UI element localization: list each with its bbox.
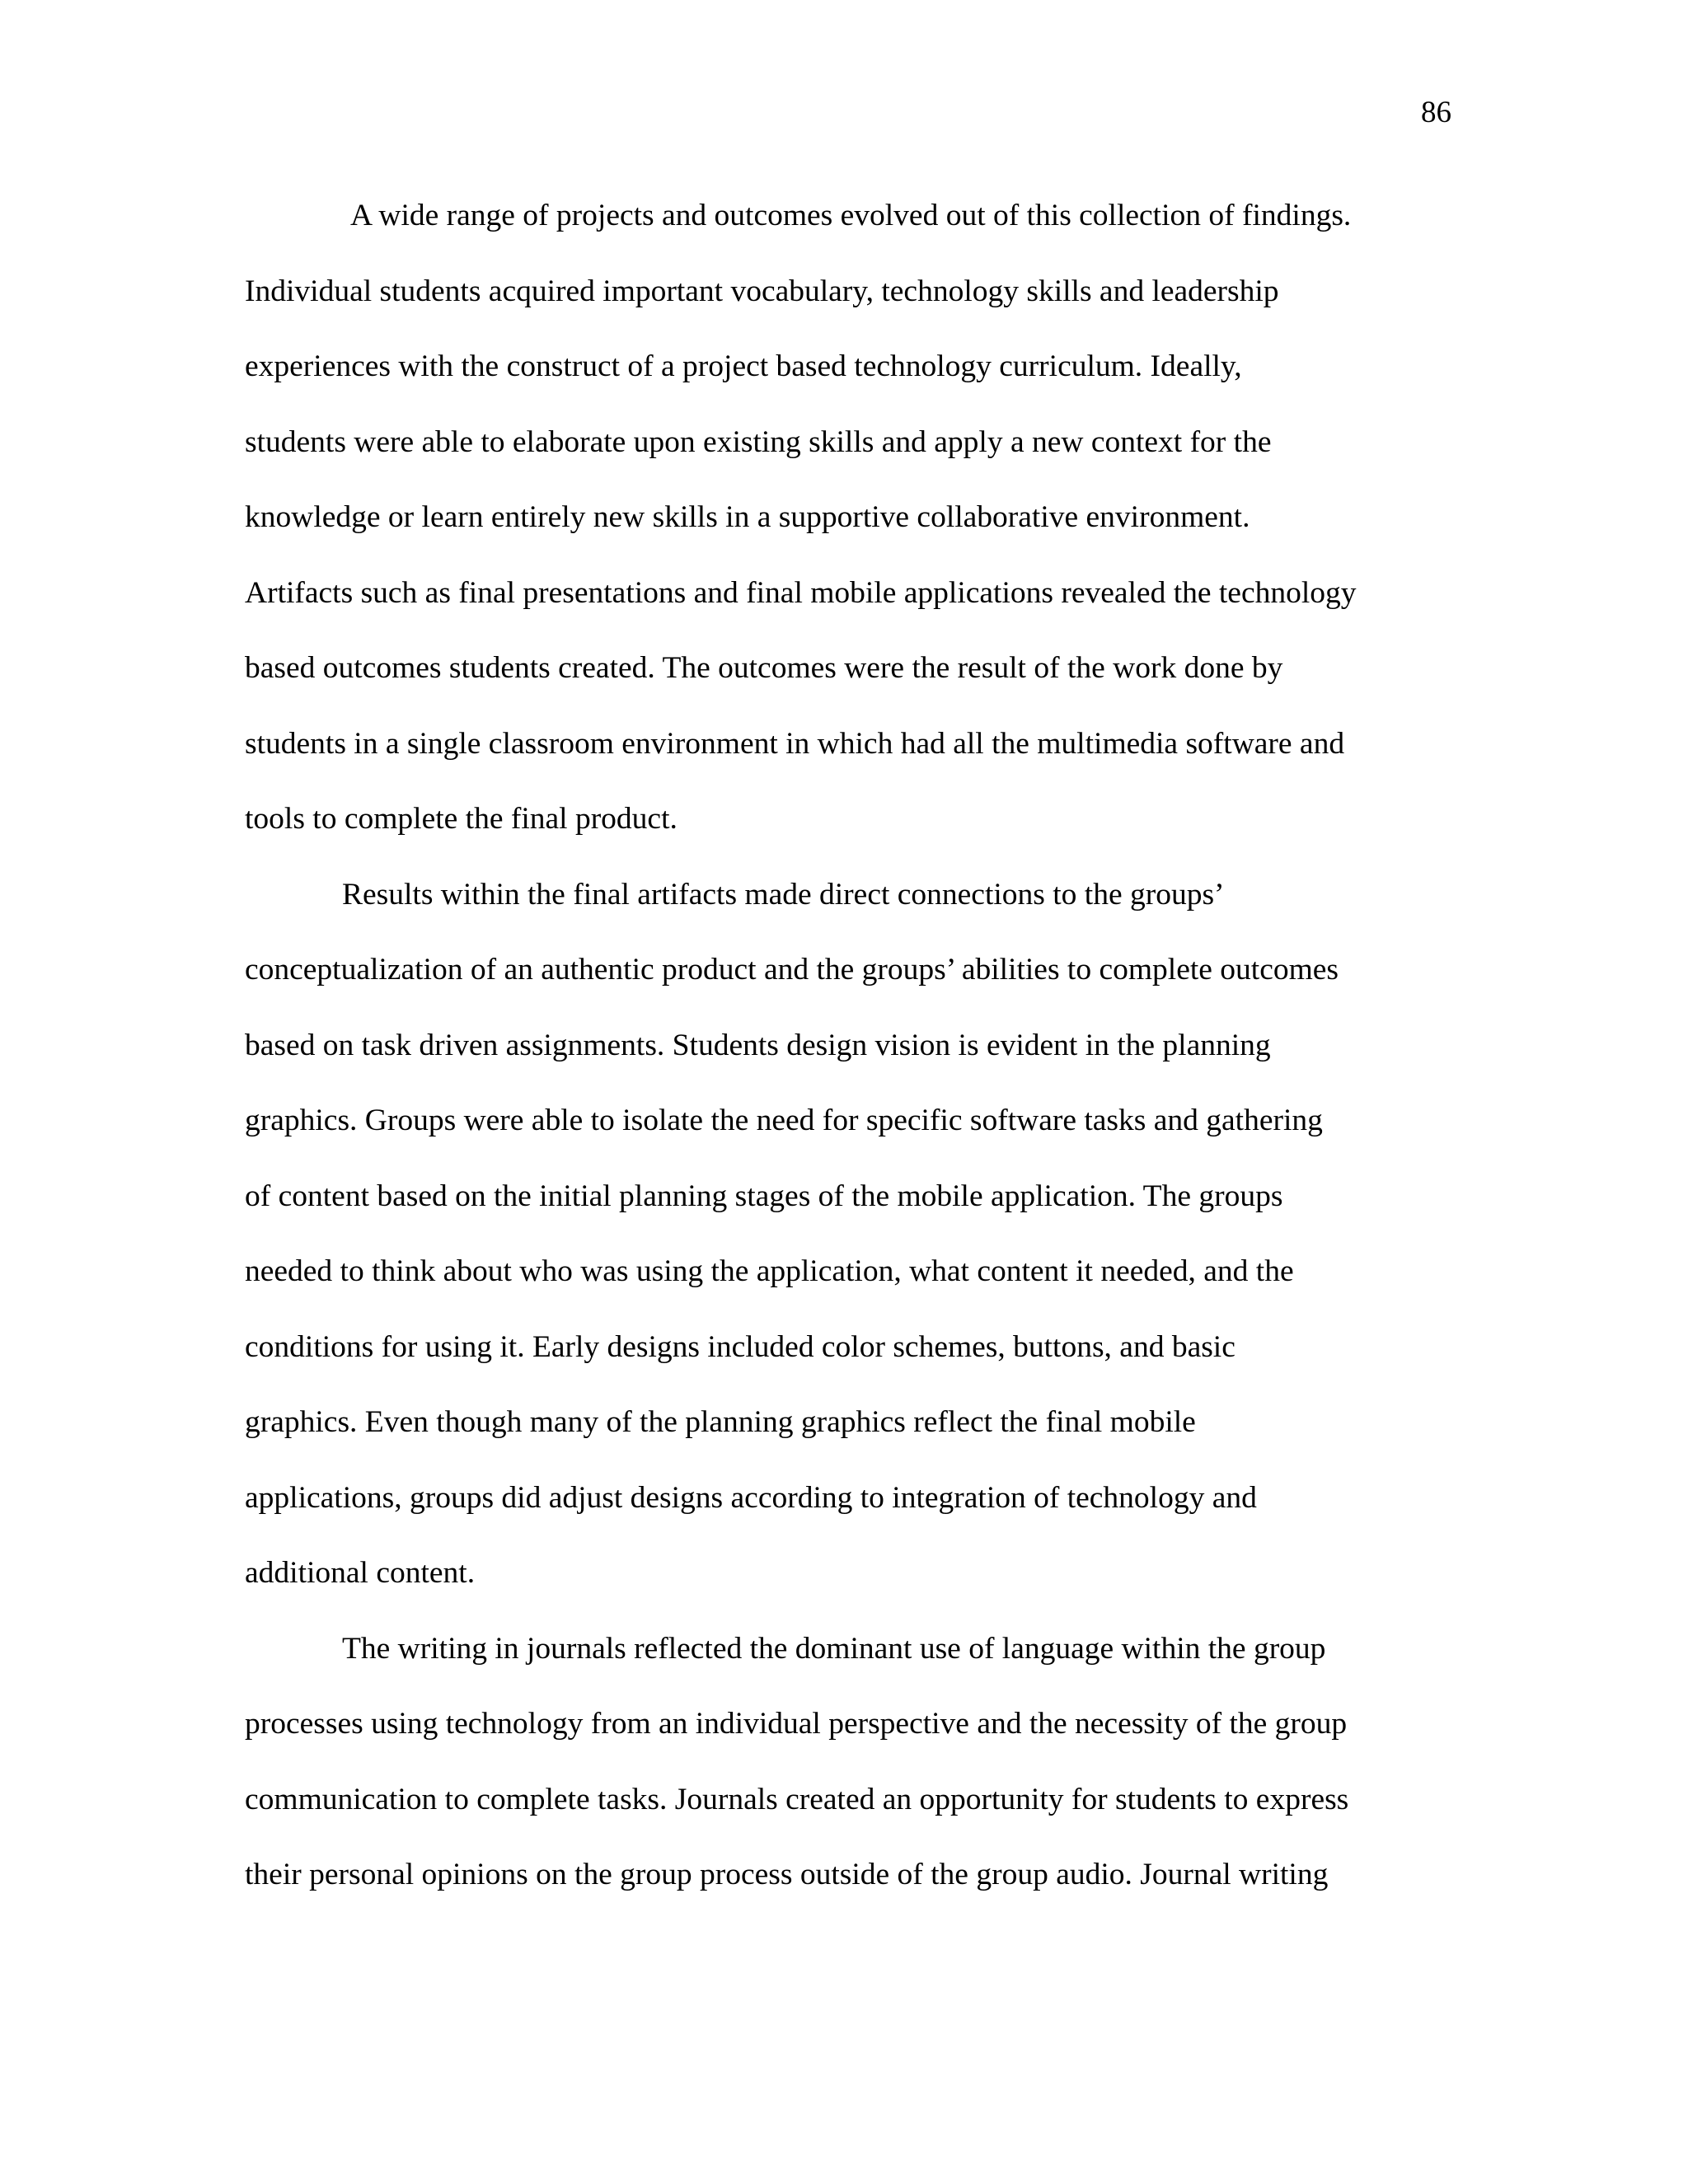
paragraph-line: based outcomes students created. The outcomes were the result of the work done by [245, 651, 1283, 685]
page-number: 86 [1421, 96, 1451, 129]
paragraph-line: Artifacts such as final presentations and final mobile applications revealed the technology [245, 575, 1357, 610]
paragraph-line: communication to complete tasks. Journals created an opportunity for students to express [245, 1782, 1349, 1816]
paragraph-line: based on task driven assignments. Students design vision is evident in the planning [245, 1028, 1271, 1062]
paragraph-line: conceptualization of an authentic product and the groups’ abilities to complete outcomes [245, 953, 1339, 987]
body-text [245, 192, 1423, 1927]
paragraph-line: Individual students acquired important vocabulary, technology skills and leadership [245, 274, 1279, 308]
paragraph-line: The writing in journals reflected the dominant use of language within the group [342, 1631, 1326, 1666]
paragraph-line: needed to think about who was using the application, what content it needed, and the [245, 1254, 1294, 1288]
paragraph-line: A wide range of projects and outcomes evolved out of this collection of findings. [350, 199, 1352, 232]
paragraph-line: of content based on the initial planning stages of the mobile application. The groups [245, 1179, 1283, 1213]
paragraph-line: processes using technology from an individual perspective and the necessity of the group [245, 1707, 1348, 1741]
paragraph-line: their personal opinions on the group process outside of the group audio. Journal writing [245, 1858, 1329, 1891]
paragraph-line: additional content. [245, 1556, 476, 1590]
paragraph-line: students in a single classroom environment in which had all the multimedia software and [245, 726, 1345, 761]
paragraph-line: tools to complete the final product. [245, 802, 678, 836]
paragraph-line: graphics. Even though many of the planning graphics reflect the final mobile [245, 1405, 1196, 1439]
paragraph-line: Results within the final artifacts made direct connections to the groups’ [342, 877, 1225, 912]
paragraph-line: conditions for using it. Early designs included color schemes, buttons, and basic [245, 1329, 1236, 1364]
paragraph-line: knowledge or learn entirely new skills in a supportive collaborative environment. [245, 500, 1250, 534]
paragraph-line: students were able to elaborate upon existing skills and apply a new context for the [245, 424, 1272, 459]
paragraph-line: experiences with the construct of a project based technology curriculum. Ideally, [245, 349, 1242, 383]
paragraph-line: applications, groups did adjust designs according to integration of technology and [245, 1480, 1257, 1515]
paragraph-line: graphics. Groups were able to isolate the need for specific software tasks and gathering [245, 1104, 1323, 1137]
